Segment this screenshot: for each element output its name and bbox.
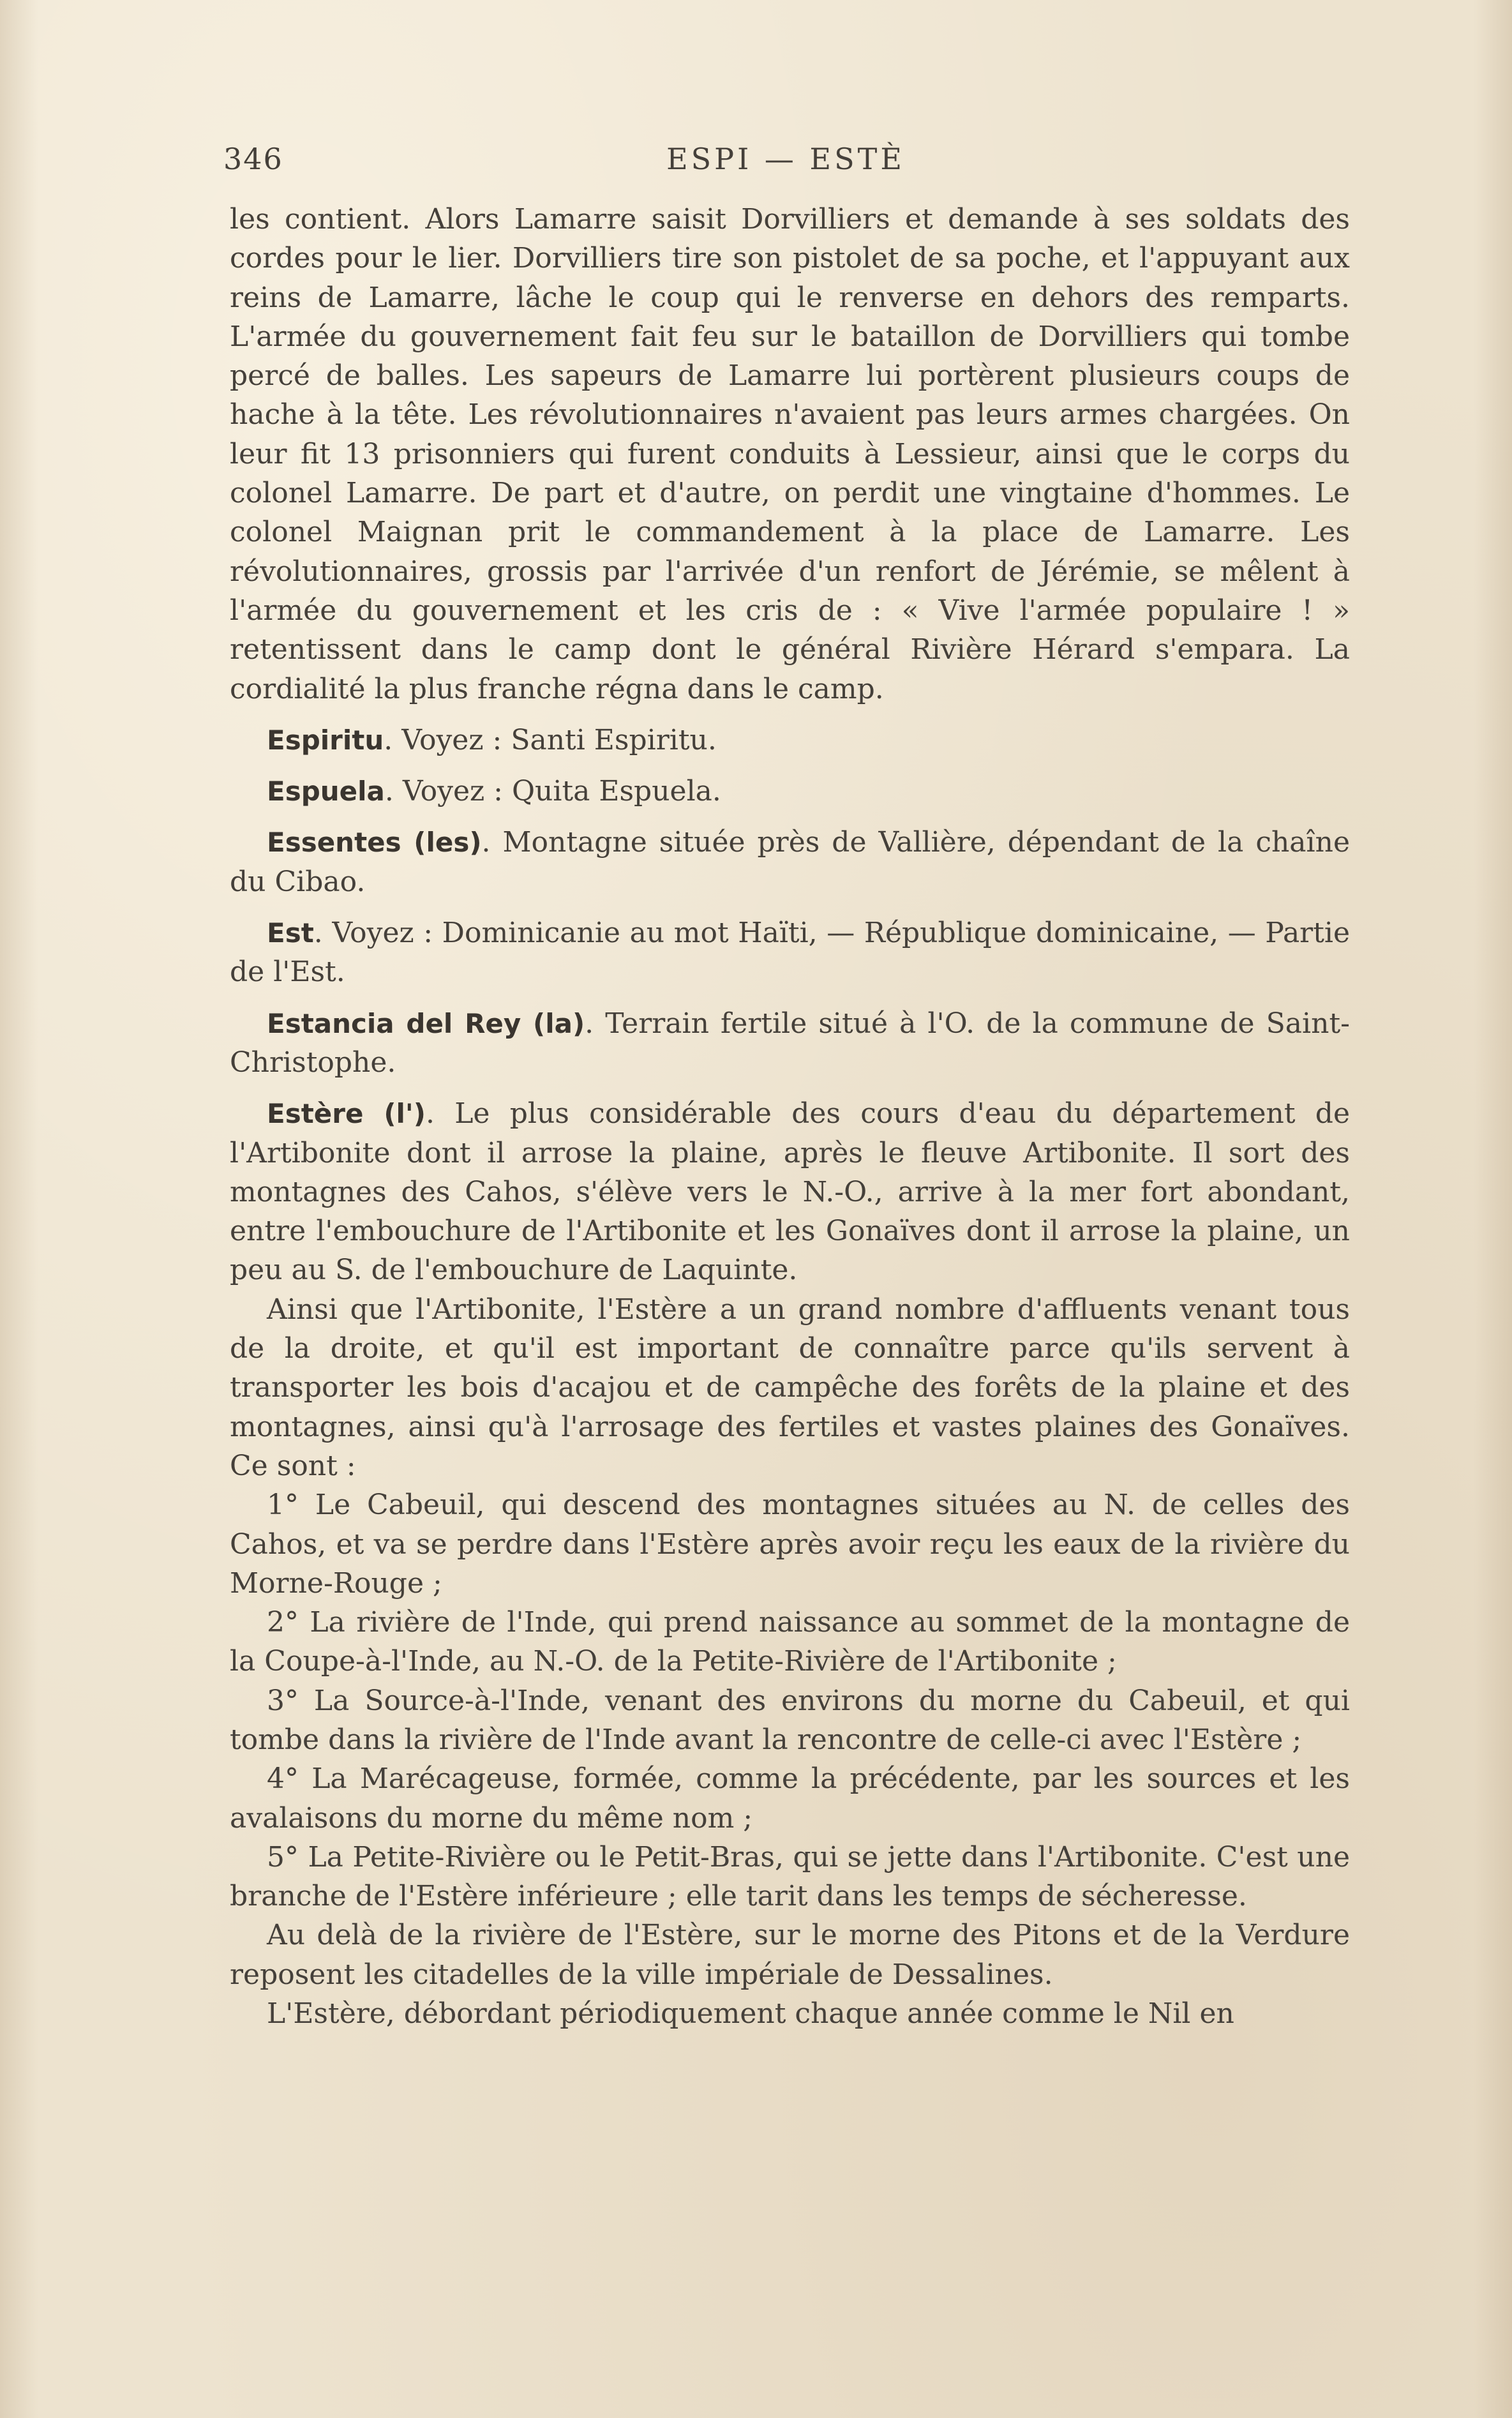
entry-text: . Voyez : Quita Espuela. [384, 775, 721, 808]
entry-text: . Terrain fertile situé à l'O. de la commune de Saint-Christophe. [230, 1007, 1350, 1079]
entry-headword: Espuela [267, 776, 385, 807]
entry-text: . Voyez : Dominicanie au mot Haïti, — République dominicaine, — Partie de l'Est. [230, 917, 1350, 989]
entry-espuela [230, 772, 1350, 811]
paragraph-affluent-1: 1° Le Cabeuil, qui descend des montagnes situées au N. de celles des Cahos, et va se perdre dans l'Estère après avoir reçu les eaux de la rivière du Morne-Rouge ; [230, 1489, 1350, 1600]
page-header [223, 142, 1348, 186]
page-number: 346 [223, 142, 283, 176]
entry-espiritu [230, 721, 1350, 760]
entry-headword: Est [267, 917, 314, 949]
entry-headword: Espiritu [267, 724, 384, 756]
page-edge-shadow-left [0, 0, 38, 2418]
paragraph-citadelles: Au delà de la rivière de l'Estère, sur le morne des Pitons et de la Verdure reposent les citadelles de la ville impériale de Dessalines. [230, 1919, 1350, 1991]
entry-text: . Voyez : Santi Espiritu. [384, 723, 717, 756]
continuation-paragraph: les contient. Alors Lamarre saisit Dorvilliers et demande à ses soldats des cordes pour le lier. Dorvilliers tire son pistolet de sa poche, et l'appuyant aux reins de Lamarre, lâche le coup qui le renverse en dehors des remparts. L'armée du gouvernement fait feu sur le bataillon de Dorvilliers qui tombe percé de balles. Les sapeurs de Lamarre lui portèrent plusieurs coups de hache à la tête. Les révolutionnaires n'avaient pas leurs armes chargées. On leur fit 13 prisonniers qui furent conduits à Lessieur, ainsi que le corps du colonel Lamarre. De part et d'autre, on perdit une vingtaine d'hommes. Le colonel Maignan prit le commandement à la place de Lamarre. Les révolutionnaires, grossis par l'arrivée d'un renfort de Jérémie, se mêlent à l'armée du gouvernement et les cris de : « Vive l'armée populaire ! » retentissent dans le camp dont le général Rivière Hérard s'empara. La cordialité la plus franche régna dans le camp. [230, 203, 1350, 705]
main-text [230, 200, 1350, 2033]
entry-text: . Montagne située près de Vallière, dépendant de la chaîne du Cibao. [230, 826, 1350, 898]
paragraph-affluent-2: 2° La rivière de l'Inde, qui prend naissance au sommet de la montagne de la Coupe-à-l'Inde, au N.-O. de la Petite-Rivière de l'Artibonite ; [230, 1606, 1350, 1678]
entry-estere [230, 1094, 1350, 1289]
paragraph-affluent-3: 3° La Source-à-l'Inde, venant des environs du morne du Cabeuil, et qui tombe dans la rivière de l'Inde avant la rencontre de celle-ci avec l'Estère ; [230, 1684, 1350, 1756]
page-edge-shadow-right [1474, 0, 1512, 2418]
entry-essentes [230, 823, 1350, 901]
entry-headword: Essentes (les) [267, 827, 482, 859]
running-title: ESPI — ESTÈ [666, 142, 905, 176]
entry-text: . Le plus considérable des cours d'eau du département de l'Artibonite dont il arrose la plaine, après le fleuve Artibonite. Il sort des montagnes des Cahos, s'élève vers le N.-O., arrive à la mer fort abondant, entre l'embouchure de l'Artibonite et les Gonaïves dont il arrose la plaine, un peu au S. de l'embouchure de Laquinte. [230, 1097, 1350, 1287]
paragraph-affluent-5: 5° La Petite-Rivière ou le Petit-Bras, qui se jette dans l'Artibonite. C'est une branche de l'Estère inférieure ; elle tarit dans les temps de sécheresse. [230, 1840, 1350, 1913]
entry-estancia-del-rey [230, 1004, 1350, 1083]
entry-headword: Estancia del Rey (la) [267, 1007, 585, 1039]
entry-est [230, 913, 1350, 992]
paragraph-affluent-4: 4° La Marécageuse, formée, comme la précédente, par les sources et les avalaisons du morne du même nom ; [230, 1762, 1350, 1835]
paragraph-estere-flood: L'Estère, débordant périodiquement chaque année comme le Nil en [267, 1997, 1234, 2031]
entry-headword: Estère (l') [267, 1098, 426, 1130]
paragraph-affluents-intro: Ainsi que l'Artibonite, l'Estère a un grand nombre d'affluents venant tous de la droite, et qu'il est important de connaître parce qu'ils servent à transporter les bois d'acajou et de campêche des forêts de la plaine et des montagnes, ainsi qu'à l'arrosage des fertiles et vastes plaines des Gonaïves. Ce sont : [230, 1293, 1350, 1482]
